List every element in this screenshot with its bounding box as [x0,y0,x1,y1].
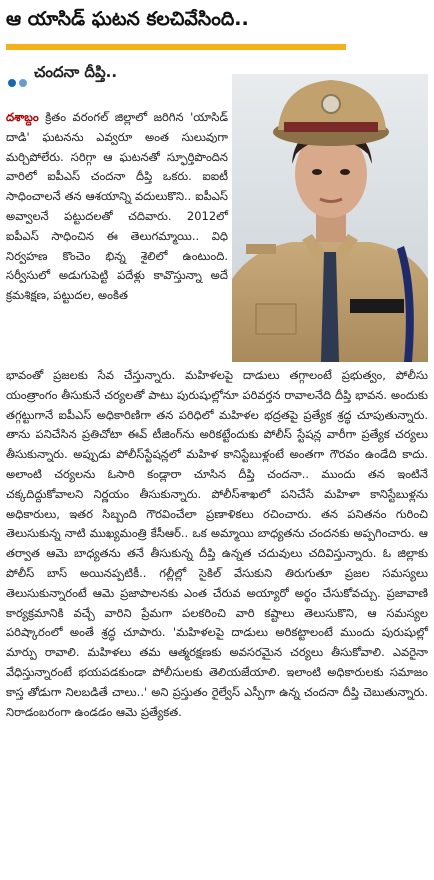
column-text: క్రితం వరంగల్ జిల్లాలో జరిగిన 'యాసిడ్ దాడి' ఘటనను ఎవ్వరూ అంత సులువుగా మర్చిపోలేరు. సరిగ్గా ఆ ఘటనతో స్ఫూర్తిపొందిన వారిలో ఐపీఎస్ చందనా దీప్తి ఒకరు. ఐఐటీ సాధించాలనే తన ఆశయాన్ని వదులుకొని.. ఐపీఎస్ అవ్వాలనే పట్టుదలతో చదివారు. 2012లో ఐపీఎస్ సాధించిన ఈ తెలుగమ్మాయి.. విధి నిర్వహణ కొంచెం భిన్న శైలిలో ఉంటుంది. సర్వీసులో అడుగుపెట్టి పదేళ్లు కావొస్తున్నా అదే క్రమశిక్షణ, పట్టుదల, అంకిత [6,110,228,303]
article-column [6,108,228,306]
headline-underline [6,44,346,50]
lead-word: దశాబ్దం [6,110,39,124]
byline: చందనా దీప్తి.. [34,63,118,81]
byline-dots-icon [8,72,30,91]
headline: ఆ యాసిడ్ ఘటన కలచివేసింది.. [6,8,249,30]
portrait-photo-icon [232,74,428,362]
portrait-photo [232,74,428,362]
article-body: భావంతో ప్రజలకు సేవ చేస్తున్నారు. మహిళలపై దాడులు తగ్గాలంటే ప్రభుత్వం, పోలీసు యంత్రాంగం తీసుకునే చర్యలతో పాటు పురుషుల్లోనూ పరివర్తన రావాలనేది దీప్తి భావన. అందుకు తగ్గట్టుగానే ఐపీఎస్ అధికారిణిగా తన పరిధిలో మహిళల భద్రతపై ప్రత్యేక శ్రద్ధ చూపుతున్నారు. తాను పనిచేసిన ప్రతిచోటా ఈవ్ టీజింగ్‌ను అరికట్టేందుకు పోలీస్ స్టేషన్ల వారీగా ప్రత్యేక చర్యలు తీసుకున్నారు. అప్పుడు పోలీస్‌స్టేషన్లలో మహిళ కానిస్టేబుళ్లంటే అంతగా గౌరవం ఉండేది కాదు. అలాంటి చర్యలను ఓసారి కండ్లారా చూసిన దీప్తి చందనా.. ముందు తన ఇంటినే చక్కదిద్దుకోవాలని నిర్ణయం తీసుకున్నారు. పోలీస్‌శాఖలో పనిచేసే మహిళా కానిస్టేబుళ్లను అధికారులు, ఇతర సిబ్బంది గౌరవించేలా ప్రణాళికలు రచించారు. తన పనితనం గురించి తెలుసుకున్న నాటి ముఖ్యమంత్రి కేసీఆర్.. ఒక అమ్మాయి బాధ్యతను చందనకు అప్పగించారు. ఆ తర్వాత ఆమె బాధ్యతను తనే తీసుకున్న దీప్తి ఉన్నత చదువులు చదివిస్తున్నారు. ఓ జిల్లాకు పోలీస్ బాస్ అయినప్పటికీ.. గల్లీల్లో సైకిల్ వేసుకుని తిరుగుతూ ప్రజల సమస్యలు తెలుసుకున్నారంటే ఆమె ప్రజాపాలనకు ఎంత చేరువ అయ్యారో అర్థం చేసుకోవచ్చు. ప్రజావాణి కార్యక్రమానికి వచ్చే వారిని ప్రేమగా పలకరించి వారి కష్టాలు తెలుసుకొని, ఆ సమస్యల పరిష్కారంలో అంతే శ్రద్ధ చూపారు. 'మహిళలపై దాడులు అరికట్టాలంటే ముందు పురుషుల్లో మార్పు రావాలి. మహిళలు తమ ఆత్మరక్షణకు అవసరమైన చర్యలు తీసుకోవాలి. ఎవరైనా వేధిస్తున్నారంటే భయపడకుండా పోలీసులకు తెలియజేయాలి. ఇలాంటి అధికారులకు సమాజం కాస్త తోడుగా నిలబడితే చాలు..' అని ప్రస్తుతం రైల్వేస్ ఎస్పీగా ఉన్న చందనా దీప్తి చెబుతున్నారు. నిరాడంబరంగా ఉండడం ఆమె ప్రత్యేకత. [6,368,428,719]
